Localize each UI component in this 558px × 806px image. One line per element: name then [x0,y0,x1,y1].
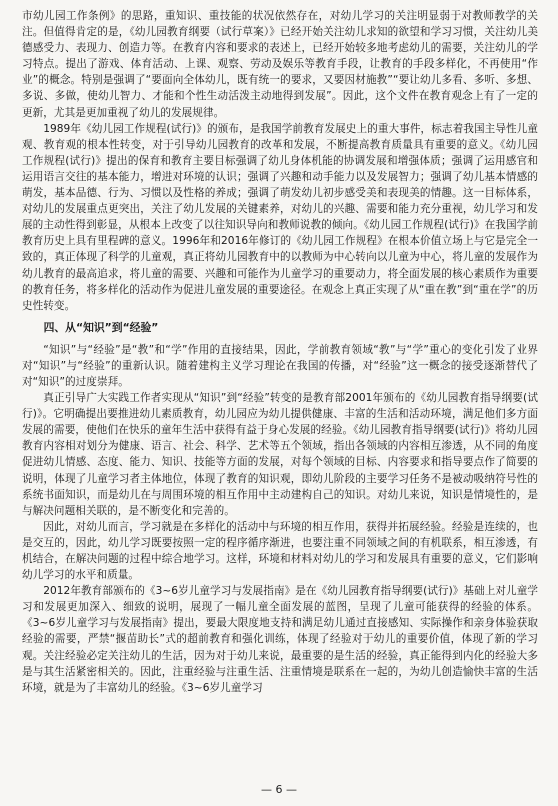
paragraph: 市幼儿园工作条例》的思路，重知识、重技能的状况依然存在，对幼儿学习的关注明显弱于对教师教学的关注。但值得肯定的是，《幼儿园教育纲要（试行草案）》已经开始关注幼儿求知的欲望和学习习惯，关注幼儿美德感受力、表现力、创造力等。在教育内容和要求的表述上，已经开始较多地考虑幼儿的需要，关注幼儿的学习特点。提出了游戏、体育活动、上课、观察、劳动及娱乐等教育手段，让教育的手段多样化，不再使用“作业”的概念。特别是强调了“要面向全体幼儿，既有统一的要求，又要因材施教”“要让幼儿多看、多听、多想、多说、多做，使幼儿智力、才能和个性生动活泼主动地得到发展”。因此，这个文件在教育观念上有了一定的更新，尤其是更加重视了幼儿的发展规律。 [22,10,538,119]
paragraph: 因此，对幼儿而言，学习就是在多样化的活动中与环境的相互作用，获得并拓展经验。经验是连续的，也是交互的，因此，幼儿学习既要按照一定的程序循序渐进，也要注重不同领域之间的有机联系，相互渗透，有机结合，在解决问题的过程中综合地学习。这样，环境和材料对幼儿的学习和发展具有重要的意义，它们影响幼儿学习的水平和质量。 [22,520,538,582]
paragraph: “知识”与“经验”是“教”和“学”作用的直接结果，因此，学前教育领域“教”与“学”重心的变化引发了业界对“知识”与“经验”的重新认识。随着建构主义学习理论在我国的传播，对“经验”这一概念的接受逐渐替代了对“知识”的过度崇拜。 [22,343,538,388]
paragraph: 2012年教育部颁布的《3~6岁儿童学习与发展指南》是在《幼儿园教育指导纲要(试行)》基础上对儿童学习和发展更加深入、细致的说明，展现了一幅儿童全面发展的蓝图，呈现了儿童可能获得的经验的体系。《3~6岁儿童学习与发展指南》提出，要最大限度地支持和满足幼儿通过直接感知、实际操作和亲身体验获取经验的需要，严禁“揠苗助长”式的超前教育和强化训练，体现了经验对于幼儿的重要价值，体现了新的学习观。关注经验必定关注幼儿的生活，因为对于幼儿来说，最重要的是生活的经验，真正能得到内化的经验大多是与其生活紧密相关的。因此，注重经验与注重生活、注重情境是联系在一起的，为幼儿创造愉快丰富的生活环境，就是为了丰富幼儿的经验。《3~6岁儿童学习 [22,585,538,694]
document-page [22,8,538,778]
paragraph: 1989年《幼儿园工作规程(试行)》的颁布，是我国学前教育发展史上的重大事件，标志着我国主导性儿童观、教育观的根本性转变，对于引导幼儿园教育的改革和发展，不断提高教育质量具有重要的意义。《幼儿园工作规程(试行)》提出的保育和教育主要目标强调了幼儿身体机能的协调发展和增强体质；强调了运用感官和运用语言交往的基本能力，增进对环境的认识；强调了兴趣和动手能力以及发展智力；强调了幼儿基本情感的萌发，基本品德、行为、习惯以及性格的养成；强调了萌发幼儿初步感受美和表现美的情趣。这一目标体系，对幼儿的发展重点更突出，关注了幼儿发展的关键素养，对幼儿的兴趣、需要和能力充分重视，幼儿学习和发展的主动性得到彰显，从根本上改变了以往知识导向和教师说教的倾向。《幼儿园工作规程(试行)》在我国学前教育历史上具有里程碑的意义。1996年和2016年修订的《幼儿园工作规程》在根本价值立场上与它是完全一致的，真正体现了科学的儿童观，真正将幼儿园教育中的以教师为中心转向以儿童为中心，将儿童的发展作为幼儿教育的最高追求，将儿童的需要、兴趣和可能作为儿童学习的重要动力，将全面发展的核心素质作为重要的教育任务，将多样化的活动作为促进儿童发展的重要途径。在观念上真正实现了从“重在教”到“重在学”的历史性转变。 [22,122,538,312]
section-heading: 四、从“知识”到“经验” [43,320,159,334]
page-number: — 6 — [261,783,297,796]
paragraph: 真正引导广大实践工作者实现从“知识”到“经验”转变的是教育部2001年颁布的《幼儿园教育指导纲要(试行)》。它明确提出要推进幼儿素质教育，幼儿园应为幼儿提供健康、丰富的生活和活动环境，满足他们多方面发展的需要，使他们在快乐的童年生活中获得有益于身心发展的经验。《幼儿园教育指导纲要(试行)》将幼儿园教育内容相对划分为健康、语言、社会、科学、艺术等五个领域，指出各领域的内容相互渗透，从不同的角度促进幼儿情感、态度、能力、知识、技能等方面的发展，对每个领域的目标、内容要求和指导要点作了简要的说明，体现了儿童学习者主体地位，体现了教育的知识观，即幼儿阶段的主要学习任务不是被动吸纳符号性的系统书面知识，而是幼儿在与周围环境的相互作用中主动建构自己的知识。对幼儿来说，知识是情境性的，是与解决问题相关联的，是不断变化和完善的。 [22,392,538,517]
